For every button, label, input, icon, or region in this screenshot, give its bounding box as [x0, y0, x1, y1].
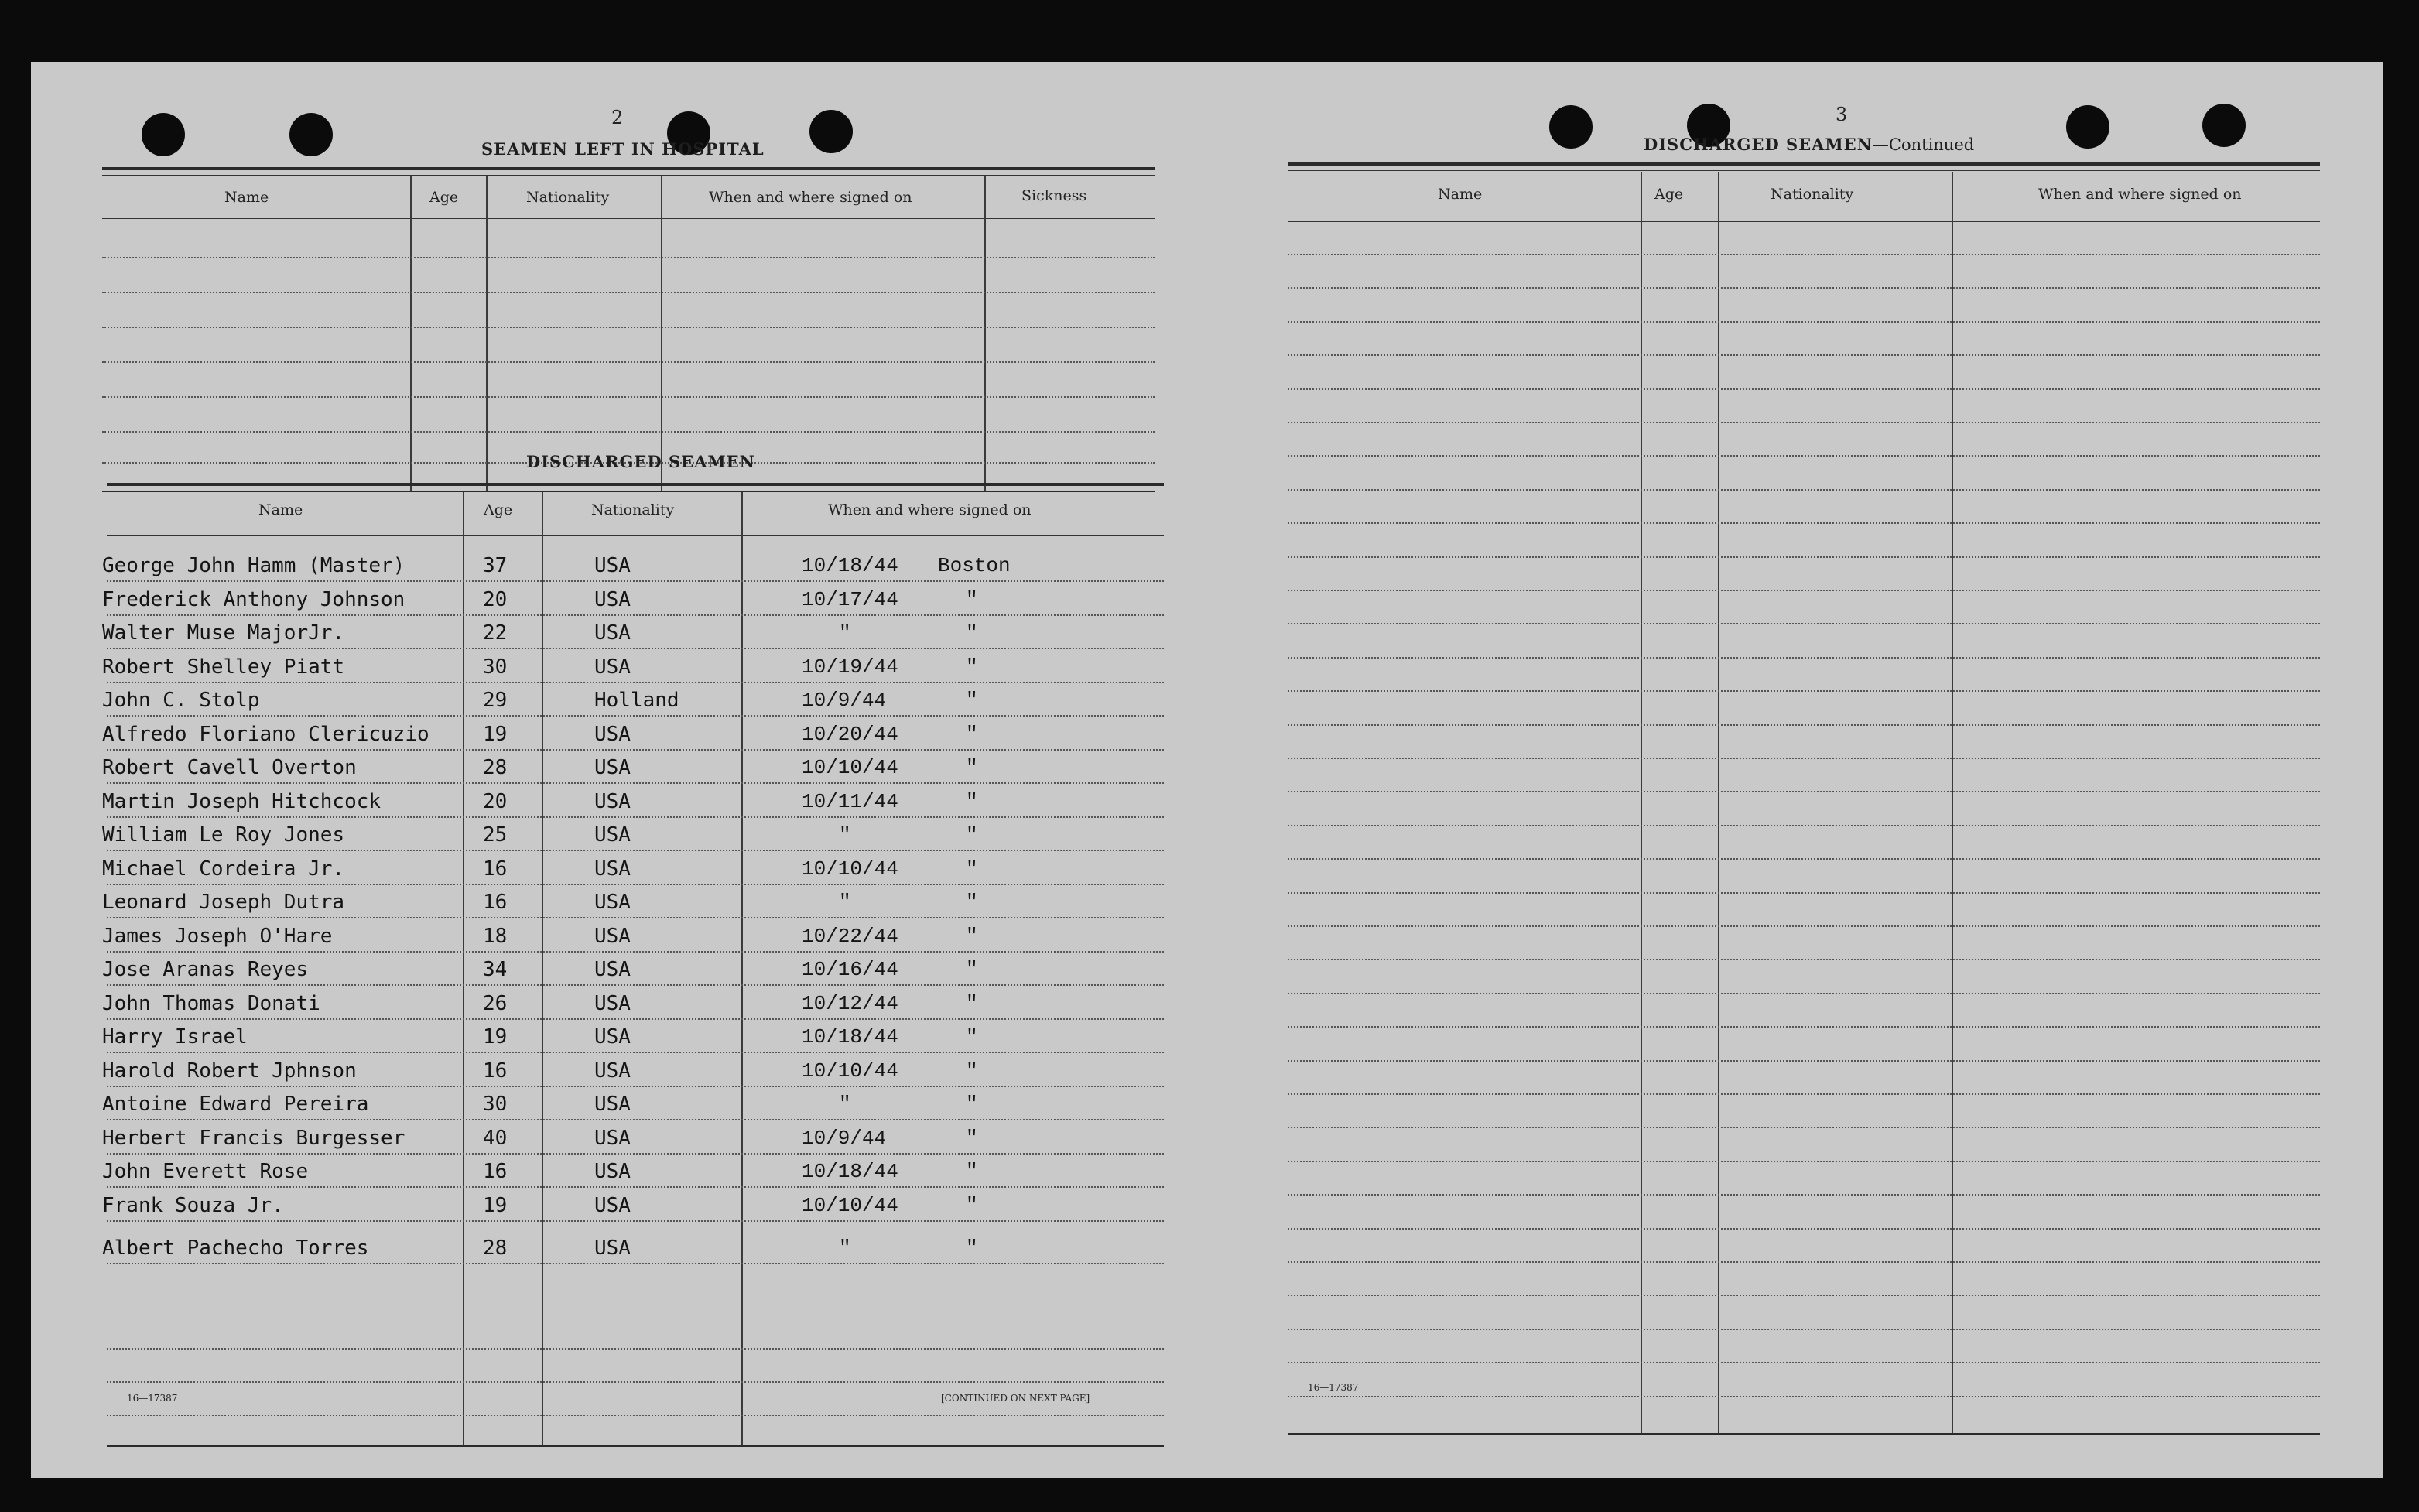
form-number: 16—17387 — [127, 1393, 178, 1404]
seaman-age: 19 — [483, 1194, 508, 1217]
dotted-row-line — [1288, 724, 2320, 726]
signed-on-place: " — [966, 790, 978, 813]
seaman-age: 19 — [483, 723, 508, 746]
signed-on-place: " — [966, 1194, 978, 1217]
dotted-row-line — [1288, 758, 2320, 759]
signed-on-date: 10/18/44 — [802, 1160, 898, 1183]
seaman-nationality: USA — [594, 857, 631, 881]
seaman-age: 29 — [483, 689, 508, 712]
discharged-section-title: DISCHARGED SEAMEN — [526, 452, 755, 471]
dotted-row-line — [1288, 858, 2320, 860]
seaman-nationality: USA — [594, 1093, 631, 1116]
seaman-nationality: USA — [594, 790, 631, 813]
form-number: 16—17387 — [1308, 1382, 1359, 1393]
rule — [1288, 162, 2320, 166]
dotted-row-line — [107, 614, 1164, 616]
dotted-row-line — [1288, 925, 2320, 927]
seaman-nationality: USA — [594, 554, 631, 577]
dotted-row-line — [1288, 825, 2320, 826]
rule — [107, 535, 1164, 536]
seaman-nationality: USA — [594, 588, 631, 611]
column-header-signed-on: When and where signed on — [2038, 186, 2242, 203]
signed-on-date: 10/19/44 — [802, 655, 898, 679]
seaman-nationality: USA — [594, 723, 631, 746]
seaman-age: 22 — [483, 621, 508, 645]
rule — [1288, 1433, 2320, 1435]
seaman-age: 30 — [483, 655, 508, 679]
dotted-row-line — [107, 1348, 1164, 1350]
seaman-age: 28 — [483, 1237, 508, 1260]
dotted-row-line — [1288, 1093, 2320, 1095]
signed-on-place: " — [966, 756, 978, 779]
column-divider — [463, 492, 464, 1447]
signed-on-date: 10/20/44 — [802, 723, 898, 746]
signed-on-place: " — [966, 1160, 978, 1183]
dotted-row-line — [1288, 1295, 2320, 1296]
seaman-nationality: USA — [594, 655, 631, 679]
column-divider — [486, 176, 488, 492]
seaman-nationality: USA — [594, 621, 631, 645]
signed-on-date: " — [839, 621, 851, 645]
dotted-row-line — [107, 1119, 1164, 1120]
column-header-nationality: Nationality — [526, 189, 610, 206]
seaman-nationality: USA — [594, 891, 631, 914]
signed-on-date: 10/11/44 — [802, 790, 898, 813]
seaman-age: 18 — [483, 925, 508, 948]
dotted-row-line — [1288, 1396, 2320, 1397]
dotted-row-line — [107, 1086, 1164, 1087]
column-header-name: Name — [224, 189, 269, 206]
seaman-nationality: USA — [594, 823, 631, 847]
column-divider — [1718, 172, 1719, 1433]
seaman-age: 37 — [483, 554, 508, 577]
dotted-row-line — [1288, 1261, 2320, 1263]
dotted-row-line — [1288, 522, 2320, 524]
signed-on-date: " — [839, 891, 851, 914]
dotted-row-line — [1288, 422, 2320, 423]
rule — [107, 1445, 1164, 1447]
seaman-name: Antoine Edward Pereira — [102, 1093, 369, 1116]
seaman-nationality: USA — [594, 1237, 631, 1260]
dotted-row-line — [1288, 1026, 2320, 1028]
seaman-name: Frank Souza Jr. — [102, 1194, 284, 1217]
dotted-row-line — [1288, 287, 2320, 289]
column-divider — [1641, 172, 1642, 1433]
dotted-row-line — [107, 984, 1164, 986]
dotted-row-line — [1288, 590, 2320, 591]
seaman-name: James Joseph O'Hare — [102, 925, 333, 948]
dotted-row-line — [107, 884, 1164, 885]
dotted-row-line — [107, 816, 1164, 818]
hospital-section-title: SEAMEN LEFT IN HOSPITAL — [481, 139, 765, 159]
seaman-nationality: USA — [594, 1160, 631, 1183]
dotted-row-line — [1288, 993, 2320, 994]
dotted-row-line — [1288, 321, 2320, 323]
continued-section-title — [1644, 135, 1974, 154]
signed-on-place: " — [966, 823, 978, 847]
dotted-row-line — [107, 1186, 1164, 1188]
seaman-name: Harry Israel — [102, 1025, 248, 1048]
right-page — [1223, 62, 2383, 1478]
seaman-name: Robert Cavell Overton — [102, 756, 357, 779]
dotted-row-line — [1288, 1127, 2320, 1128]
dotted-row-line — [107, 1415, 1164, 1416]
dotted-row-line — [1288, 1161, 2320, 1162]
seaman-age: 16 — [483, 1160, 508, 1183]
seaman-nationality: Holland — [594, 689, 679, 712]
seaman-age: 30 — [483, 1093, 508, 1116]
signed-on-place: " — [966, 992, 978, 1015]
signed-on-date: 10/16/44 — [802, 958, 898, 981]
signed-on-date: 10/18/44 — [802, 1025, 898, 1048]
dotted-row-line — [1288, 1194, 2320, 1196]
dotted-row-line — [107, 1153, 1164, 1155]
column-header-nationality: Nationality — [591, 501, 675, 518]
seaman-name: William Le Roy Jones — [102, 823, 345, 847]
column-header-signed-on: When and where signed on — [709, 189, 912, 206]
seaman-name: Alfredo Floriano Clericuzio — [102, 723, 429, 746]
column-header-signed-on: When and where signed on — [828, 501, 1032, 518]
seaman-age: 20 — [483, 790, 508, 813]
dotted-row-line — [107, 1052, 1164, 1053]
dotted-row-line — [1288, 1329, 2320, 1330]
rule — [102, 175, 1155, 176]
column-header-name: Name — [1438, 186, 1483, 203]
page-number: 3 — [1836, 104, 1848, 125]
dotted-row-line — [102, 396, 1155, 398]
left-page — [31, 62, 1192, 1478]
seaman-age: 28 — [483, 756, 508, 779]
dotted-row-line — [107, 1220, 1164, 1222]
signed-on-place: " — [966, 655, 978, 679]
column-divider — [1952, 172, 1953, 1433]
seaman-age: 20 — [483, 588, 508, 611]
rule — [107, 483, 1164, 486]
dotted-row-line — [107, 1263, 1164, 1264]
dotted-row-line — [107, 648, 1164, 649]
dotted-row-line — [102, 431, 1155, 433]
signed-on-place: " — [966, 958, 978, 981]
dotted-row-line — [107, 782, 1164, 784]
rule — [1288, 221, 2320, 222]
signed-on-place: " — [966, 1025, 978, 1048]
dotted-row-line — [1288, 791, 2320, 792]
signed-on-date: " — [839, 1093, 851, 1116]
rule — [102, 167, 1155, 170]
signed-on-date: 10/18/44 — [802, 554, 898, 577]
dotted-row-line — [102, 361, 1155, 363]
section-title-suffix: —Continued — [1872, 135, 1975, 154]
seaman-age: 16 — [483, 1059, 508, 1083]
seaman-nationality: USA — [594, 756, 631, 779]
seaman-nationality: USA — [594, 958, 631, 981]
seaman-name: John Everett Rose — [102, 1160, 309, 1183]
signed-on-date: " — [839, 823, 851, 847]
signed-on-place: " — [966, 1127, 978, 1150]
seaman-nationality: USA — [594, 1127, 631, 1150]
seaman-name: George John Hamm (Master) — [102, 554, 405, 577]
seaman-age: 25 — [483, 823, 508, 847]
seaman-age: 34 — [483, 958, 508, 981]
seaman-name: Walter Muse MajorJr. — [102, 621, 345, 645]
dotted-row-line — [107, 917, 1164, 918]
seaman-name: Frederick Anthony Johnson — [102, 588, 405, 611]
document-sheet — [31, 62, 2383, 1478]
signed-on-date: " — [839, 1237, 851, 1260]
seaman-name: Leonard Joseph Dutra — [102, 891, 345, 914]
column-header-name: Name — [258, 501, 303, 518]
seaman-name: Jose Aranas Reyes — [102, 958, 309, 981]
seaman-name: Harold Robert Jphnson — [102, 1059, 357, 1083]
dotted-row-line — [1288, 657, 2320, 659]
signed-on-date: 10/22/44 — [802, 925, 898, 948]
dotted-row-line — [107, 682, 1164, 683]
signed-on-place: " — [966, 1059, 978, 1083]
dotted-row-line — [107, 1018, 1164, 1020]
dotted-row-line — [1288, 489, 2320, 491]
seaman-age: 40 — [483, 1127, 508, 1150]
signed-on-date: 10/10/44 — [802, 1194, 898, 1217]
seaman-nationality: USA — [594, 1194, 631, 1217]
column-divider — [542, 492, 543, 1447]
signed-on-date: 10/17/44 — [802, 588, 898, 611]
dotted-row-line — [1288, 254, 2320, 255]
signed-on-date: 10/9/44 — [802, 689, 887, 712]
signed-on-place: " — [966, 925, 978, 948]
rule — [1288, 170, 2320, 171]
seaman-nationality: USA — [594, 1059, 631, 1083]
continued-note: [CONTINUED ON NEXT PAGE] — [941, 1393, 1090, 1404]
seaman-name: Herbert Francis Burgesser — [102, 1127, 405, 1150]
section-title-text: DISCHARGED SEAMEN — [1644, 135, 1873, 154]
seaman-name: John Thomas Donati — [102, 992, 320, 1015]
dotted-row-line — [1288, 1362, 2320, 1363]
seaman-name: John C. Stolp — [102, 689, 260, 712]
signed-on-date: 10/10/44 — [802, 1059, 898, 1083]
column-divider — [661, 176, 662, 492]
seaman-age: 16 — [483, 857, 508, 881]
column-header-age: Age — [484, 501, 513, 518]
dotted-row-line — [1288, 556, 2320, 558]
signed-on-date: 10/10/44 — [802, 857, 898, 881]
dotted-row-line — [1288, 959, 2320, 960]
seaman-name: Albert Pachecho Torres — [102, 1237, 369, 1260]
signed-on-place: " — [966, 723, 978, 746]
dotted-row-line — [107, 850, 1164, 851]
dotted-row-line — [102, 327, 1155, 328]
seaman-nationality: USA — [594, 992, 631, 1015]
seaman-name: Robert Shelley Piatt — [102, 655, 345, 679]
signed-on-place: " — [966, 1093, 978, 1116]
seaman-nationality: USA — [594, 925, 631, 948]
signed-on-place: " — [966, 1237, 978, 1260]
dotted-row-line — [102, 257, 1155, 258]
dotted-row-line — [1288, 1228, 2320, 1230]
signed-on-place: Boston — [938, 554, 1011, 577]
column-header-age: Age — [1654, 186, 1684, 203]
dotted-row-line — [107, 1381, 1164, 1383]
dotted-row-line — [107, 580, 1164, 582]
seaman-name: Martin Joseph Hitchcock — [102, 790, 381, 813]
seaman-age: 19 — [483, 1025, 508, 1048]
dotted-row-line — [1288, 690, 2320, 692]
signed-on-place: " — [966, 857, 978, 881]
seaman-age: 26 — [483, 992, 508, 1015]
column-divider — [410, 176, 412, 492]
signed-on-date: 10/10/44 — [802, 756, 898, 779]
signed-on-date: 10/12/44 — [802, 992, 898, 1015]
rule — [102, 218, 1155, 219]
signed-on-date: 10/9/44 — [802, 1127, 887, 1150]
dotted-row-line — [107, 951, 1164, 953]
dotted-row-line — [1288, 354, 2320, 356]
column-divider — [741, 492, 743, 1447]
page-number: 2 — [611, 107, 624, 128]
dotted-row-line — [102, 292, 1155, 293]
seaman-age: 16 — [483, 891, 508, 914]
signed-on-place: " — [966, 621, 978, 645]
seaman-nationality: USA — [594, 1025, 631, 1048]
signed-on-place: " — [966, 588, 978, 611]
dotted-row-line — [1288, 455, 2320, 457]
column-header-age: Age — [429, 189, 459, 206]
dotted-row-line — [1288, 623, 2320, 624]
column-header-sickness: Sickness — [1021, 187, 1087, 204]
dotted-row-line — [1288, 892, 2320, 894]
dotted-row-line — [1288, 388, 2320, 390]
dotted-row-line — [107, 715, 1164, 717]
column-divider — [984, 176, 986, 492]
seaman-name: Michael Cordeira Jr. — [102, 857, 345, 881]
dotted-row-line — [107, 749, 1164, 751]
signed-on-place: " — [966, 689, 978, 712]
signed-on-place: " — [966, 891, 978, 914]
dotted-row-line — [1288, 1060, 2320, 1062]
column-header-nationality: Nationality — [1771, 186, 1854, 203]
